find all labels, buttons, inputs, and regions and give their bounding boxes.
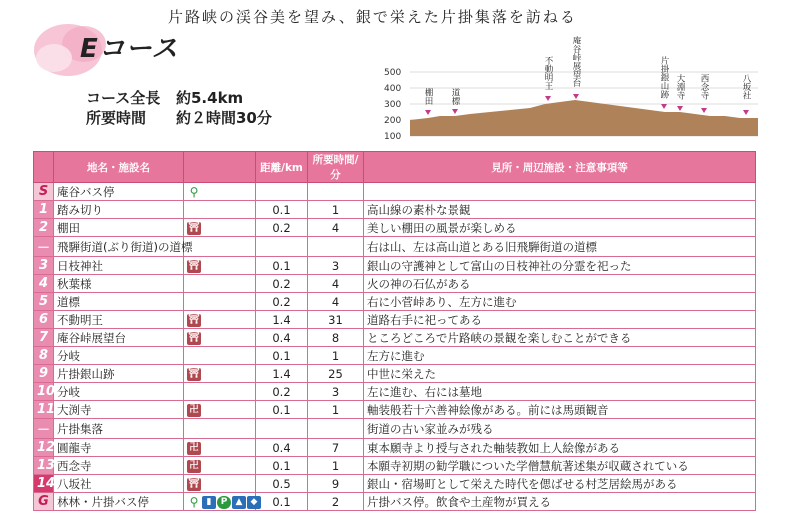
stop-name: 圓龍寺 <box>54 439 184 457</box>
rest-house-icon: ⛩ <box>188 368 200 379</box>
stop-name: 分岐 <box>54 383 184 401</box>
marker-label: 庵谷峠展望台 <box>571 36 581 87</box>
stop-distance: 0.2 <box>256 293 308 311</box>
marker-label: 不動明王 <box>543 56 553 90</box>
profile-marker <box>675 73 685 111</box>
stop-name: 八坂社 <box>54 475 184 493</box>
header-distance: 距離/km <box>256 152 308 183</box>
stop-distance: 0.1 <box>256 201 308 219</box>
marker-label: 棚田 <box>423 88 433 105</box>
stop-note: 道路右手に祀ってある <box>364 311 756 329</box>
stop-time: 1 <box>308 347 364 365</box>
y-tick-label: 400 <box>384 84 402 94</box>
stop-name: 庵谷バス停 <box>54 183 184 201</box>
stop-note: 銀山・宿場町として栄えた時代を偲ばせる村芝居絵馬がある <box>364 475 756 493</box>
stop-name: 林林・片掛バス停 <box>54 493 184 511</box>
stop-distance: 0.1 <box>256 493 308 511</box>
course-stops-table <box>33 151 756 511</box>
stop-time: 4 <box>308 275 364 293</box>
stop-distance: 0.1 <box>256 257 308 275</box>
marker-label: 八坂社 <box>741 74 751 100</box>
bus-stop-icon: ⚲ <box>189 184 199 199</box>
stop-name: 踏み切り <box>54 201 184 219</box>
course-tagline: 片路峡の渓谷美を望み、銀で栄えた片掛集落を訪ねる <box>168 8 577 26</box>
stop-name: 大渕寺 <box>54 401 184 419</box>
stop-number: S <box>34 183 54 201</box>
stop-note: 火の神の石仏がある <box>364 275 756 293</box>
header-icons <box>184 152 256 183</box>
shrine-icon: ⛩ <box>188 478 200 489</box>
table-row <box>34 237 756 257</box>
stop-note: ところどころで片路峡の景観を楽しむことができる <box>364 329 756 347</box>
stop-number: 12 <box>34 439 54 457</box>
marker-label: 大淵寺 <box>675 74 685 100</box>
stop-note: 中世に栄えた <box>364 365 756 383</box>
table-row <box>34 183 756 201</box>
elevation-profile <box>380 36 760 144</box>
course-length-label: コース全長 <box>86 89 161 107</box>
stop-time: 7 <box>308 439 364 457</box>
table-row <box>34 419 756 439</box>
marker-label: 西念寺 <box>699 74 709 100</box>
marker-label: 道標 <box>450 88 460 105</box>
stop-time <box>308 419 364 439</box>
table-header-row <box>34 152 756 183</box>
rest-house-icon: ⛩ <box>188 222 200 233</box>
stop-name: 庵谷峠展望台 <box>54 329 184 347</box>
stop-number: 13 <box>34 457 54 475</box>
stop-distance: 0.1 <box>256 347 308 365</box>
table-row <box>34 257 756 275</box>
profile-marker <box>571 35 581 99</box>
stop-number: 11 <box>34 401 54 419</box>
table-row <box>34 329 756 347</box>
stop-name: 日枝神社 <box>54 257 184 275</box>
stop-facilities <box>184 493 256 511</box>
y-tick-label: 200 <box>384 116 402 126</box>
stop-distance <box>256 183 308 201</box>
table-row <box>34 347 756 365</box>
table-row <box>34 365 756 383</box>
stop-number: 6 <box>34 311 54 329</box>
stop-note: 東本願寺より授与された軸装教如上人絵像がある <box>364 439 756 457</box>
stop-distance: 0.4 <box>256 439 308 457</box>
course-info <box>86 88 272 128</box>
profile-marker <box>699 74 709 113</box>
stop-facilities <box>184 383 256 401</box>
temple-icon: 卍 <box>187 404 201 417</box>
stop-facilities <box>184 329 256 347</box>
stop-note: 左方に進む <box>364 347 756 365</box>
stop-facilities <box>184 257 256 275</box>
table-row <box>34 401 756 419</box>
stop-name: 片掛銀山跡 <box>54 365 184 383</box>
stop-distance: 0.5 <box>256 475 308 493</box>
stop-time: 3 <box>308 383 364 401</box>
table-body <box>34 183 756 511</box>
stop-number: 5 <box>34 293 54 311</box>
profile-marker <box>423 87 433 115</box>
stop-time: 2 <box>308 493 364 511</box>
stop-number: G <box>34 493 54 511</box>
stop-facilities <box>184 457 256 475</box>
stop-name: 飛騨街道(ぶり街道)の道標 <box>54 237 184 257</box>
table-row <box>34 493 756 511</box>
stop-facilities <box>184 311 256 329</box>
stop-number: － <box>34 419 54 439</box>
bus-stop-icon: ⚲ <box>189 494 199 509</box>
stop-name: 秋葉様 <box>54 275 184 293</box>
stop-number: 7 <box>34 329 54 347</box>
stop-time: 4 <box>308 293 364 311</box>
stop-name: 不動明王 <box>54 311 184 329</box>
stop-facilities <box>184 475 256 493</box>
stop-number: 4 <box>34 275 54 293</box>
header-notes: 見所・周辺施設・注意事項等 <box>364 152 756 183</box>
course-time-value: 約２時間30分 <box>176 109 272 127</box>
terrain-area <box>410 100 758 136</box>
table-row <box>34 383 756 401</box>
stop-name: 道標 <box>54 293 184 311</box>
stop-note: 本願寺初期の勧学職についた学僧慧航著述集が収蔵されている <box>364 457 756 475</box>
stop-time <box>308 237 364 257</box>
profile-marker <box>741 74 751 115</box>
header-number <box>34 152 54 183</box>
stop-note: 美しい棚田の風景が楽しめる <box>364 219 756 237</box>
stop-time <box>308 183 364 201</box>
stop-facilities <box>184 237 256 257</box>
table-row <box>34 293 756 311</box>
course-time-label: 所要時間 <box>86 109 147 127</box>
stop-number: 14 <box>34 475 54 493</box>
stop-time: 1 <box>308 201 364 219</box>
stop-facilities <box>184 201 256 219</box>
stop-number: 3 <box>34 257 54 275</box>
table-row <box>34 457 756 475</box>
stop-time: 8 <box>308 329 364 347</box>
stop-note: 右は山、左は高山道とある旧飛騨街道の道標 <box>364 237 756 257</box>
stop-time: 9 <box>308 475 364 493</box>
stop-name: 分岐 <box>54 347 184 365</box>
stop-number: － <box>34 237 54 257</box>
table-row <box>34 201 756 219</box>
stop-note <box>364 183 756 201</box>
profile-marker <box>450 87 460 114</box>
shrine-icon: ⛩ <box>188 260 200 271</box>
stop-name: 西念寺 <box>54 457 184 475</box>
header-time: 所要時間/分 <box>308 152 364 183</box>
stop-facilities <box>184 439 256 457</box>
stop-facilities <box>184 183 256 201</box>
stop-distance: 0.2 <box>256 275 308 293</box>
stop-number: 2 <box>34 219 54 237</box>
rest-house-icon: ⛩ <box>188 332 200 343</box>
stop-number: 8 <box>34 347 54 365</box>
table-row <box>34 275 756 293</box>
stop-distance: 0.2 <box>256 219 308 237</box>
stop-distance: 0.4 <box>256 329 308 347</box>
stop-number: 1 <box>34 201 54 219</box>
stop-distance: 1.4 <box>256 365 308 383</box>
profile-marker <box>543 56 553 101</box>
stop-time: 1 <box>308 401 364 419</box>
profile-marker <box>659 55 669 109</box>
stop-note: 軸装般若十六善神絵像がある。前には馬頭観音 <box>364 401 756 419</box>
stop-name: 片掛集落 <box>54 419 184 439</box>
table-row <box>34 439 756 457</box>
stop-facilities <box>184 365 256 383</box>
header-name: 地名・施設名 <box>54 152 184 183</box>
stop-note: 右に小菅峠あり、左方に進む <box>364 293 756 311</box>
y-tick-label: 300 <box>384 100 402 110</box>
stop-facilities <box>184 347 256 365</box>
stop-time: 31 <box>308 311 364 329</box>
stop-note: 銀山の守護神として富山の日枝神社の分霊を祀った <box>364 257 756 275</box>
stop-note: 高山線の素朴な景観 <box>364 201 756 219</box>
stop-distance: 1.4 <box>256 311 308 329</box>
stop-distance: 0.1 <box>256 457 308 475</box>
stop-distance: 0.2 <box>256 383 308 401</box>
course-title: Eコース <box>80 34 179 64</box>
table-row <box>34 219 756 237</box>
stop-distance <box>256 419 308 439</box>
rest-house-icon: ⛩ <box>188 314 200 325</box>
shop-icon: ▲ <box>232 496 246 509</box>
stop-time: 3 <box>308 257 364 275</box>
viewpoint-icon: ◆ <box>247 496 261 509</box>
stop-facilities <box>184 401 256 419</box>
table-row <box>34 311 756 329</box>
stop-name: 棚田 <box>54 219 184 237</box>
toilet-icon: ▮ <box>202 496 216 509</box>
stop-time: 1 <box>308 457 364 475</box>
stop-facilities <box>184 419 256 439</box>
stop-time: 4 <box>308 219 364 237</box>
temple-icon: 卍 <box>187 460 201 473</box>
stop-number: 10 <box>34 383 54 401</box>
parking-icon: P <box>217 496 231 509</box>
table-row <box>34 475 756 493</box>
stop-distance <box>256 237 308 257</box>
temple-icon: 卍 <box>187 442 201 455</box>
stop-facilities <box>184 275 256 293</box>
stop-note: 左に進む、右には墓地 <box>364 383 756 401</box>
stop-note: 片掛バス停。飲食や土産物が買える <box>364 493 756 511</box>
marker-label: 片掛銀山跡 <box>659 56 669 99</box>
y-tick-label: 500 <box>384 68 402 78</box>
stop-time: 25 <box>308 365 364 383</box>
stop-note: 街道の古い家並みが残る <box>364 419 756 439</box>
stop-facilities <box>184 293 256 311</box>
stop-number: 9 <box>34 365 54 383</box>
stop-distance: 0.1 <box>256 401 308 419</box>
course-length-value: 約5.4km <box>176 89 244 107</box>
stop-facilities <box>184 219 256 237</box>
y-tick-label: 100 <box>384 132 402 142</box>
